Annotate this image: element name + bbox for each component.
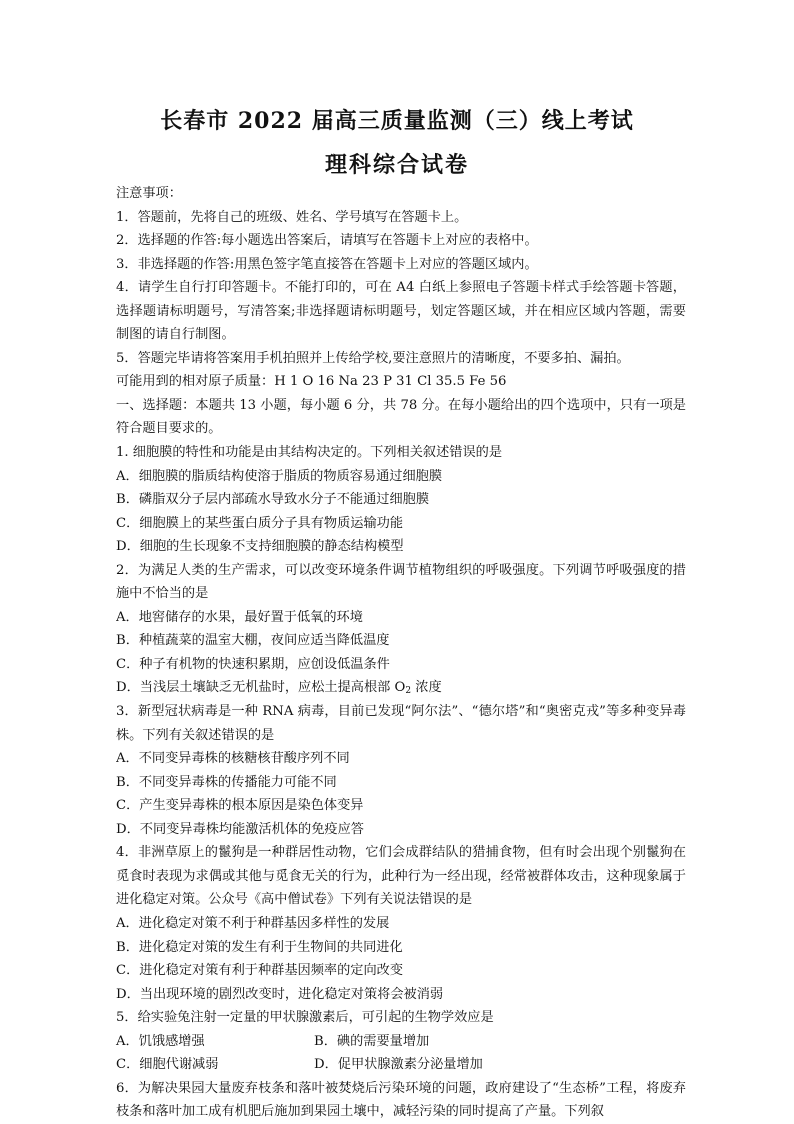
option-d: D．细胞的生长现象不支持细胞膜的静态结构模型 — [116, 539, 404, 555]
option-a: A．不同变异毒株的核糖核苷酸序列不同 — [116, 751, 350, 767]
question-stem: 2．为满足人类的生产需求，可以改变环境条件调节植物组织的呼吸强度。下列调节呼吸强度的措施中不恰当的是 — [116, 562, 686, 602]
exam-body — [116, 182, 686, 1124]
option-row — [116, 1030, 686, 1054]
question-stem: 4．非洲草原上的鬣狗是一种群居性动物，它们会成群结队的猎捕食物，但有时会出现个别鬣狗在觅食时表现为求偶或其他与觅食无关的行为，此种行为一经出现，经常被群体攻击，这种现象属于进化稳定对策。公众号《高中僧试卷》下列有关说法错误的是 — [116, 845, 686, 908]
notice-item: 4．请学生自行打印答题卡。不能打印的，可在 A4 白纸上参照电子答题卡样式手绘答题卡答题，选择题请标明题号，写清答案;非选择题请标明题号，划定答题区域，并在相应区域内答题，需要制图的请自行制图。 — [116, 280, 686, 343]
option-a: A．细胞膜的脂质结构使溶于脂质的物质容易通过细胞膜 — [116, 468, 443, 484]
notice-item: 1．答题前，先将自己的班级、姓名、学号填写在答题卡上。 — [116, 209, 468, 225]
notice-item: 3．非选择题的作答:用黑色签字笔直接答在答题卡上对应的答题区域内。 — [116, 256, 538, 272]
option-a: A．饥饿感增强 — [116, 1033, 205, 1049]
option-b: B．种植蔬菜的温室大棚，夜间应适当降低温度 — [116, 633, 390, 649]
atomic-mass-line: 可能用到的相对原子质量：H 1 O 16 Na 23 P 31 Cl 35.5 Fe 56 — [116, 374, 507, 390]
option-row — [116, 1053, 686, 1077]
question-stem: 6．为解决果园大量废弃枝条和落叶被焚烧后污染环境的问题，政府建设了“生态桥”工程，将废弃枝条和落叶加工成有机肥后施加到果园土壤中，减轻污染的同时提高了产量。下列叙 — [116, 1080, 686, 1120]
question-stem: 3．新型冠状病毒是一种 RNA 病毒，目前已发现“阿尔法”、“德尔塔”和“奥密克戎”等多种变异毒株。下列有关叙述错误的是 — [116, 704, 686, 743]
option-d — [116, 676, 686, 700]
option-d-suffix: 浓度 — [411, 680, 442, 696]
exam-subtitle: 理科综合试卷 — [324, 152, 469, 178]
question-stem: 1. 细胞膜的特性和功能是由其结构决定的。下列相关叙述错误的是 — [116, 445, 503, 461]
option-c: C．细胞膜上的某些蛋白质分子具有物质运输功能 — [116, 515, 404, 531]
option-d: D．不同变异毒株均能激活机体的免疫应答 — [116, 821, 364, 837]
option-a: A．进化稳定对策不利于种群基因多样性的发展 — [116, 915, 390, 931]
option-a: A．地窖储存的水果，最好置于低氧的环境 — [116, 609, 363, 625]
option-d: D．促甲状腺激素分泌量增加 — [314, 1057, 483, 1073]
notice-item: 2．选择题的作答:每小题选出答案后，请填写在答题卡上对应的表格中。 — [116, 233, 538, 249]
option-c: C．细胞代谢减弱 — [116, 1057, 219, 1073]
question-stem: 5．给实验兔注射一定量的甲状腺激素后，可引起的生物学效应是 — [116, 1010, 494, 1026]
option-c: C．种子有机物的快速积累期，应创设低温条件 — [116, 656, 390, 672]
option-b: B．碘的需要量增加 — [314, 1033, 430, 1049]
exam-title: 长春市 2022 届高三质量监测（三）线上考试 — [160, 108, 634, 134]
option-c: C．进化稳定对策有利于种群基因频率的定向改变 — [116, 963, 404, 979]
option-b: B．进化稳定对策的发生有利于生物间的共同进化 — [116, 939, 403, 955]
notice-item: 5．答题完毕请将答案用手机拍照并上传给学校,要注意照片的清晰度，不要多拍、漏拍。 — [116, 350, 630, 366]
section-heading: 一、选择题：本题共 13 小题，每小题 6 分，共 78 分。在每小题给出的四个选项中，只有一项是符合题目要求的。 — [116, 397, 686, 437]
option-c: C．产生变异毒株的根本原因是染色体变异 — [116, 798, 364, 814]
option-b: B．不同变异毒株的传播能力可能不同 — [116, 774, 337, 790]
option-b: B．磷脂双分子层内部疏水导致水分子不能通过细胞膜 — [116, 492, 430, 508]
option-d-text: D．当浅层土壤缺乏无机盐时，应松土提高根部 O — [116, 680, 406, 696]
notice-heading: 注意事项： — [116, 186, 182, 201]
subscript: 2 — [405, 686, 412, 697]
option-d: D．当出现环境的剧烈改变时，进化稳定对策将会被消弱 — [116, 986, 444, 1002]
